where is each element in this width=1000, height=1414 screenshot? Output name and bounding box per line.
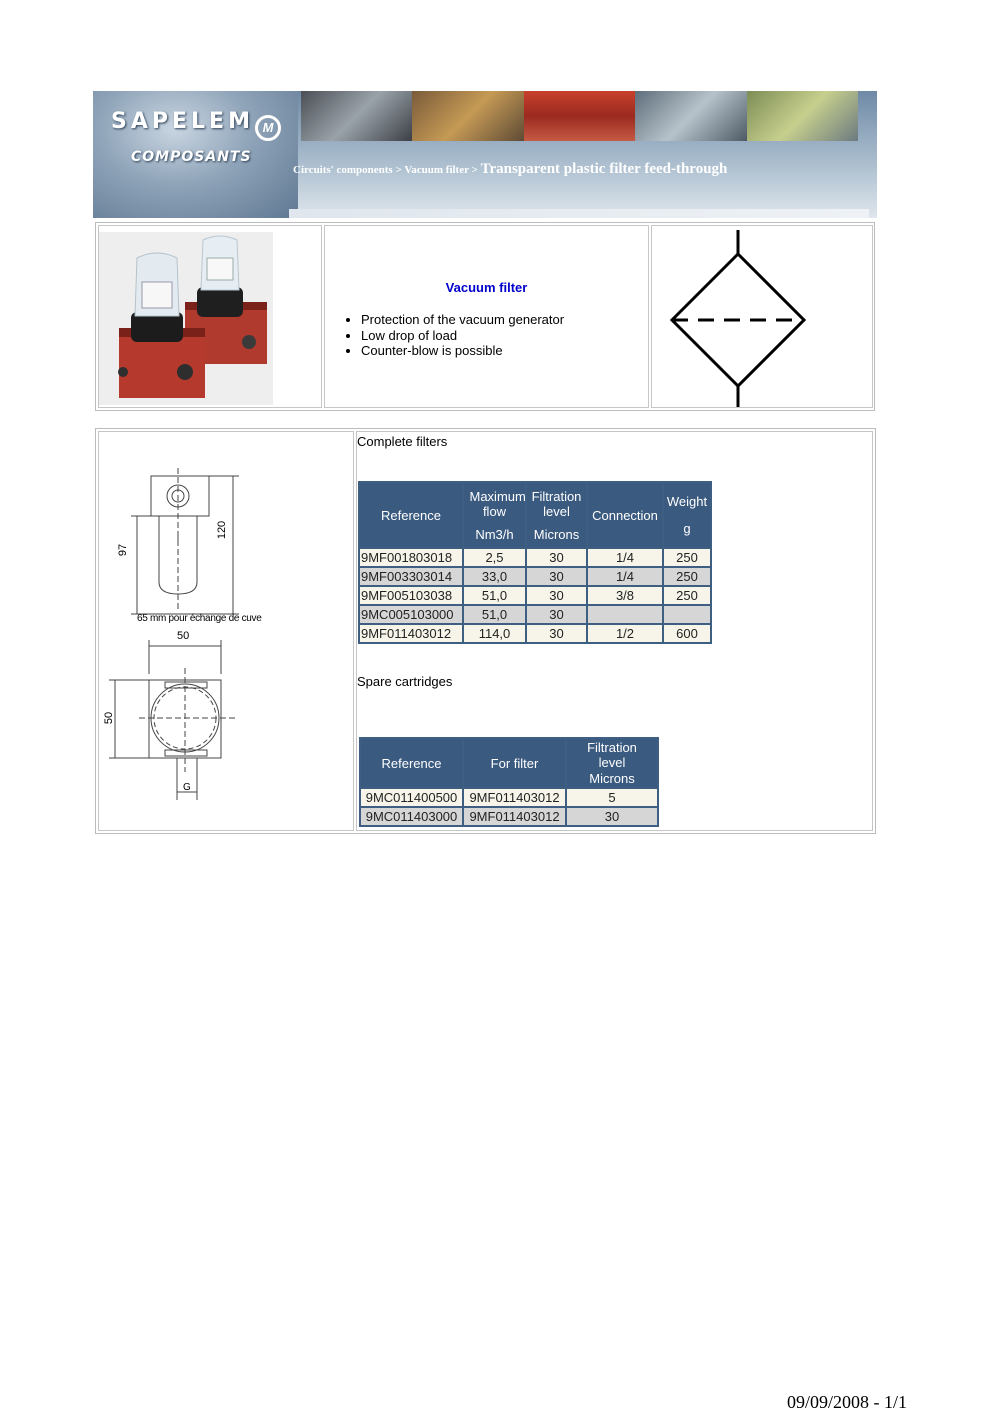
col-header-filtration-unit: Microns — [533, 526, 580, 542]
cell-reference: 9MF003303014 — [360, 568, 462, 585]
breadcrumb-separator: > — [395, 164, 402, 176]
table-row — [360, 568, 710, 585]
cell-weight: 250 — [664, 568, 710, 585]
col-header-reference: Reference — [360, 483, 462, 547]
table-row — [361, 808, 657, 825]
cell-weight: 600 — [664, 625, 710, 642]
cell-connection: 1/4 — [588, 568, 662, 585]
cell-weight — [664, 606, 710, 623]
cell-for-filter: 9MF011403012 — [464, 789, 565, 806]
cell-filtration: 30 — [527, 587, 586, 604]
technical-drawing-cell — [98, 431, 354, 831]
tables-cell — [356, 431, 873, 831]
logo-badge-icon: M — [255, 115, 281, 141]
cell-flow: 114,0 — [464, 625, 525, 642]
complete-filters-table — [358, 481, 712, 644]
cell-for-filter: 9MF011403012 — [464, 808, 565, 825]
col-header-filtration-unit: Microns — [589, 770, 635, 786]
col-header-for-filter: For filter — [464, 739, 565, 787]
cell-flow: 51,0 — [464, 606, 525, 623]
col-header-filtration — [567, 739, 657, 787]
cell-filtration: 30 — [527, 625, 586, 642]
cell-weight: 250 — [664, 549, 710, 566]
table-row — [361, 789, 657, 806]
cell-reference: 9MC011403000 — [361, 808, 462, 825]
dimension-label-side: 50 — [103, 711, 116, 725]
banner-divider — [289, 209, 869, 218]
product-title: Vacuum filter — [445, 280, 528, 295]
cell-flow: 2,5 — [464, 549, 525, 566]
cell-filtration: 30 — [527, 568, 586, 585]
product-photo — [99, 232, 273, 405]
product-description-cell — [324, 225, 649, 408]
col-header-filtration-text: Filtration level — [531, 488, 582, 519]
logo-text: SAPELEM — [111, 109, 254, 134]
header-photo — [412, 91, 523, 141]
breadcrumb-bar — [289, 151, 869, 183]
col-header-weight-unit: g — [683, 521, 691, 536]
cell-filtration: 30 — [567, 808, 657, 825]
logo-subtitle: COMPOSANTS — [131, 149, 252, 165]
col-header-connection: Connection — [588, 483, 662, 547]
breadcrumb-separator: > — [471, 164, 478, 176]
logo[interactable] — [93, 91, 298, 218]
spare-cartridges-table — [359, 737, 659, 827]
cell-connection — [588, 606, 662, 623]
filter-symbol-icon — [652, 226, 872, 407]
feature-item: • Protection of the vacuum generator — [361, 312, 564, 328]
dimension-note: 65 mm pour échange de cuve — [137, 613, 262, 624]
col-header-max-flow — [464, 483, 525, 547]
cell-reference: 9MC005103000 — [360, 606, 462, 623]
cell-connection: 3/8 — [588, 587, 662, 604]
col-header-max-flow-unit: Nm3/h — [475, 526, 514, 542]
cell-reference: 9MF001803018 — [360, 549, 462, 566]
cell-filtration: 5 — [567, 789, 657, 806]
col-header-filtration-text: Filtration level — [587, 739, 637, 771]
cell-flow: 33,0 — [464, 568, 525, 585]
cell-connection: 1/2 — [588, 625, 662, 642]
breadcrumb — [293, 161, 727, 178]
dimension-label-120: 120 — [216, 520, 229, 540]
breadcrumb-link-vacuum-filter[interactable]: Vacuum filter — [404, 164, 469, 176]
header-photo — [301, 91, 412, 141]
technical-drawing — [99, 432, 353, 830]
header-photo-strip — [301, 91, 858, 141]
cell-filtration: 30 — [527, 606, 586, 623]
product-photo-cell — [98, 225, 322, 408]
cell-weight: 250 — [664, 587, 710, 604]
spare-cartridges-label: Spare cartridges — [357, 674, 453, 689]
cell-flow: 51,0 — [464, 587, 525, 604]
feature-item: • Low drop of load — [361, 328, 564, 344]
dimension-label-thread: G — [183, 782, 191, 793]
col-header-weight-text: Weight — [666, 494, 708, 509]
specs-section — [95, 428, 876, 834]
header-photo — [747, 91, 858, 141]
cell-connection: 1/4 — [588, 549, 662, 566]
header-photo — [524, 91, 635, 141]
page-footer: 09/09/2008 - 1/1 — [787, 1392, 907, 1412]
dimension-label-width: 50 — [177, 630, 190, 642]
product-section — [95, 222, 875, 411]
table-row — [360, 625, 710, 642]
cell-reference: 9MF005103038 — [360, 587, 462, 604]
complete-filters-label: Complete filters — [357, 434, 448, 449]
table-row — [360, 587, 710, 604]
filter-symbol-cell — [651, 225, 873, 408]
header-banner — [93, 91, 877, 218]
col-header-max-flow-text: Maximum flow — [469, 488, 526, 519]
col-header-weight — [664, 483, 710, 547]
breadcrumb-link-circuits[interactable]: Circuits' components — [293, 164, 393, 176]
dimension-label-97: 97 — [117, 543, 130, 557]
table-row — [360, 549, 710, 566]
table-row — [360, 606, 710, 623]
cell-reference: 9MF011403012 — [360, 625, 462, 642]
feature-list — [343, 312, 564, 359]
cell-filtration: 30 — [527, 549, 586, 566]
col-header-reference: Reference — [361, 739, 462, 787]
col-header-filtration — [527, 483, 586, 547]
header-photo — [635, 91, 746, 141]
feature-item: • Counter-blow is possible — [361, 343, 564, 359]
cell-reference: 9MC011400500 — [361, 789, 462, 806]
page-title: Transparent plastic filter feed-through — [480, 161, 728, 177]
